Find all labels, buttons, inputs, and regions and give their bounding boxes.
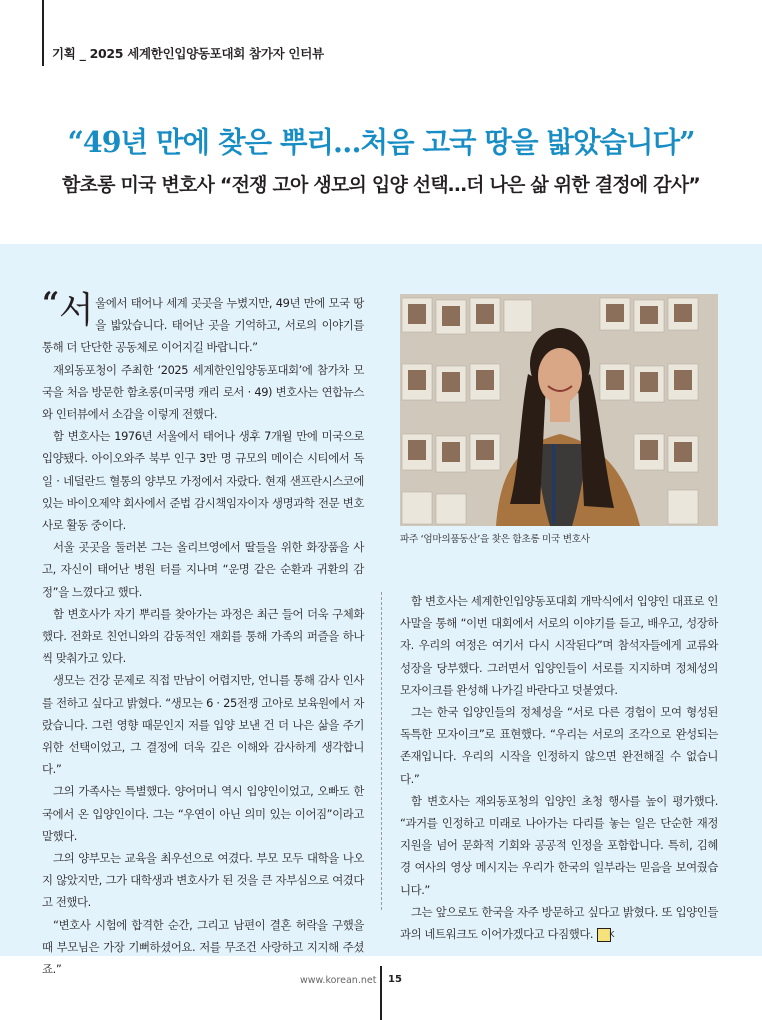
left-column bbox=[42, 286, 364, 980]
paragraph: 생모는 건강 문제로 직접 만남이 어렵지만, 언니를 통해 감사 인사를 전하고 싶다고 밝혔다. “생모는 6 · 25전쟁 고아로 보육원에서 자랐습니다. 그런 영향 때문인지 저를 입양 보낸 건 더 나은 삶을 주기 위한 선택이었고, 그 결정에 더욱 깊은 이해와 감사하게 생각합니다.” bbox=[42, 673, 364, 777]
header-rule bbox=[42, 0, 44, 66]
drop-cap: 서 bbox=[58, 290, 94, 331]
lead-text: 울에서 태어나 세계 곳곳을 누볐지만, 49년 만에 모국 땅을 밟았습니다. 태어난 곳을 기억하고, 서로의 이야기를 통해 더 단단한 공동체로 이어지길 바랍니다.” bbox=[42, 296, 364, 355]
column-divider bbox=[381, 592, 382, 910]
photo-caption: 파주 ‘엄마의품동산’을 찾은 함초롱 미국 변호사 bbox=[400, 534, 590, 545]
headline: “49년 만에 찾은 뿌리…처음 고국 땅을 밟았습니다” bbox=[67, 125, 695, 159]
paragraph: 그의 양부모는 교육을 최우선으로 여겼다. 부모 모두 대학을 나오지 않았지만, 그가 대학생과 변호사가 된 것을 큰 자부심으로 여겼다고 전했다. bbox=[42, 851, 364, 910]
paragraph: 재외동포청이 주최한 ‘2025 세계한인입양동포대회’에 참가차 모국을 처음 방문한 함초롱(미국명 캐리 로서 · 49) 변호사는 연합뉴스와 인터뷰에서 소감을 이렇게 전했다. bbox=[42, 362, 364, 422]
closing-text: 그는 앞으로도 한국을 자주 방문하고 싶다고 밝혔다. 또 입양인들과의 네트워크도 이어가겠다고 다짐했다. bbox=[400, 904, 718, 942]
photo-illustration bbox=[400, 294, 718, 526]
paragraph: 함 변호사는 1976년 서울에서 태어나 생후 7개월 만에 미국으로 입양됐다. 아이오와주 북부 인구 3만 명 규모의 메이슨 시티에서 독일 · 네덜란드 혈통의 양부모 가정에서 자랐다. 현재 샌프란시스코에 있는 바이오제약 회사에서 준법 감시책임자이자 생명과학 전문 변호사로 활동 중이다. bbox=[42, 429, 364, 533]
paragraph: 함 변호사가 자기 뿌리를 찾아가는 과정은 최근 들어 더욱 구체화했다. 전화로 친언니와의 감동적인 재회를 통해 가족의 퍼즐을 하나씩 맞춰가고 있다. bbox=[42, 606, 364, 666]
paragraph: 서울 곳곳을 둘러본 그는 올리브영에서 딸들을 위한 화장품을 사고, 자신이 태어난 병원 터를 지나며 “운명 같은 순환과 귀환의 감정”을 느꼈다고 했다. bbox=[42, 540, 364, 599]
paragraph: 그의 가족사는 특별했다. 양어머니 역시 입양인이었고, 오빠도 한국에서 온 입양인이다. 그는 “우연이 아닌 의미 있는 이어짐”이라고 말했다. bbox=[42, 784, 364, 843]
paragraph: “변호사 시험에 합격한 순간, 그리고 남편이 결혼 허락을 구했을 때 부모님은 가장 기뻐하셨어요. 저를 무조건 사랑하고 지지해 주셨죠.” bbox=[42, 917, 364, 977]
article-photo bbox=[400, 294, 718, 526]
subheadline: 함초롱 미국 변호사 “전쟁 고아 생모의 입양 선택…더 나은 삶 위한 결정에 감사” bbox=[62, 174, 700, 196]
footer-rule bbox=[380, 966, 382, 1020]
paragraph: 함 변호사는 세계한인입양동포대회 개막식에서 입양인 대표로 인사말을 통해 “이번 대회에서 서로의 이야기를 듣고, 배우고, 성장하자. 우리의 여정은 여기서 다시 시작된다”며 참석자들에게 교류와 성장을 당부했다. 그러면서 입양인들이 서로를 지지하며 정체성의 모자이크를 완성해 나가길 바란다고 덧붙였다. bbox=[400, 594, 718, 697]
page-number: 15 bbox=[388, 974, 402, 985]
paragraph: 함 변호사는 재외동포청의 입양인 초청 행사를 높이 평가했다. “과거를 인정하고 미래로 나아가는 다리를 놓는 일은 단순한 재정 지원을 넘어 문화적 기회와 공공적 인정을 포함합니다. 특히, 김혜경 여사의 영상 메시지는 우리가 한국의 일부라는 믿음을 보여줬습니다.” bbox=[400, 793, 718, 897]
lead-paragraph bbox=[42, 286, 364, 359]
end-mark-icon: K bbox=[597, 928, 611, 942]
section-label: 기획 _ 2025 세계한인입양동포대회 참가자 인터뷰 bbox=[52, 46, 324, 61]
closing-paragraph bbox=[400, 901, 718, 945]
footer-url: www.korean.net bbox=[300, 975, 377, 986]
open-quote-mark: “ bbox=[42, 286, 59, 321]
right-column bbox=[400, 590, 718, 945]
paragraph: 그는 한국 입양인들의 정체성을 “서로 다른 경험이 모여 형성된 독특한 모자이크”로 표현했다. “우리는 서로의 조각으로 완성되는 존재입니다. 우리의 시작을 인정하지 않으면 완전해질 수 없습니다.” bbox=[400, 705, 718, 786]
